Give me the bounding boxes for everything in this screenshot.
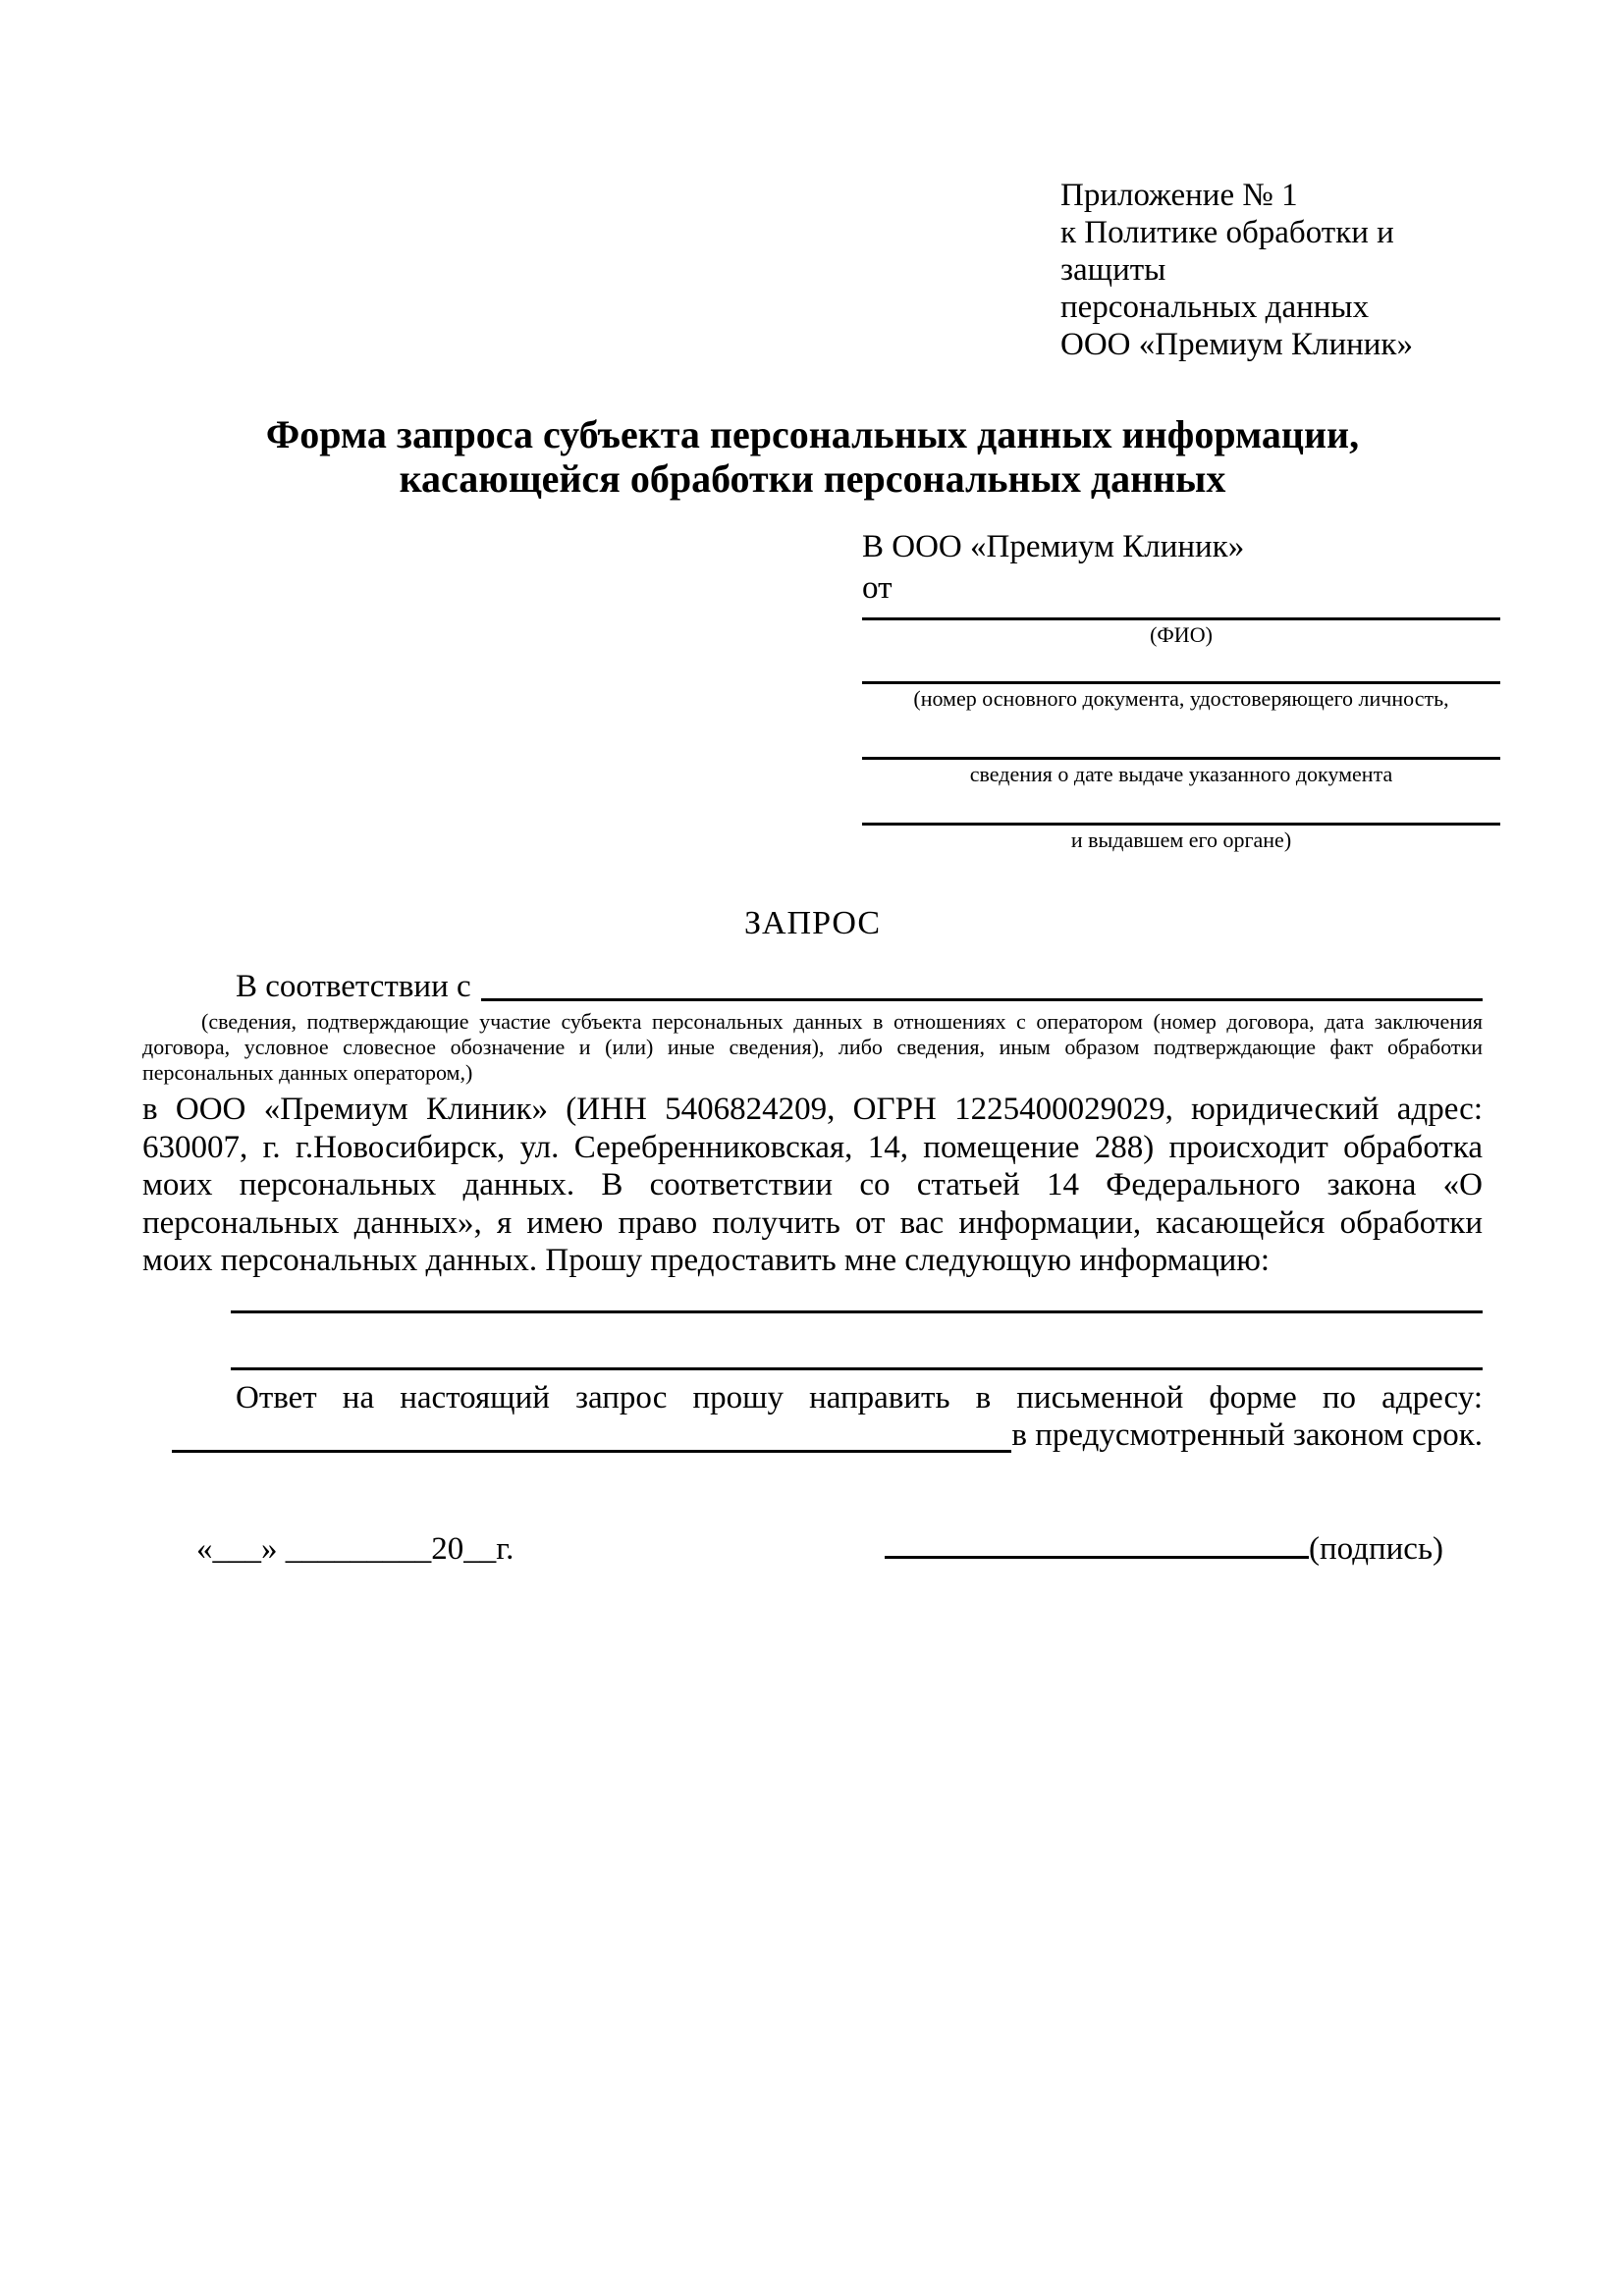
body-paragraph: в ООО «Премиум Клиник» (ИНН 5406824209, ОГРН 1225400029029, юридический адрес: 630007, г. г.Новосибирск, ул. Серебренниковская, 14, помещение 288) происходит обработка моих персональных данных. В соответствии со статьей 14 Федерального закона «О персональных данных», я имею право получить от вас информации, касающейся обработки моих персональных данных. Прошу предоставить мне следующую информацию: <box>142 1092 1483 1278</box>
appendix-note <box>1060 177 1483 363</box>
field-caption-fio: (ФИО) <box>1150 622 1213 647</box>
date-line: «___» _________20__г. <box>196 1530 514 1567</box>
form-title-line-1: Форма запроса субъекта персональных данных информации, <box>265 412 1360 456</box>
footer-row <box>142 1529 1483 1569</box>
form-title <box>204 412 1422 501</box>
blank-answer-line-1 <box>231 1310 1483 1313</box>
reply-tail-text: в предусмотренный законом срок. <box>1011 1416 1483 1453</box>
appendix-note-line-1: Приложение № 1 <box>1060 178 1298 213</box>
appendix-note-line-4: ООО «Премиум Клиник» <box>1060 327 1413 362</box>
field-caption-issue-date: сведения о дате выдаче указанного документа <box>969 762 1393 786</box>
reply-address-row <box>172 1417 1483 1453</box>
blank-field-address <box>172 1426 1011 1453</box>
intro-indent <box>142 967 236 1006</box>
recipient-block <box>862 526 1500 853</box>
footnote-text: (сведения, подтверждающие участие субъекта персональных данных в отношениях с оператором (номер договора, дата заключения договора, условное словесное обозначение и (или) иные сведения), либо сведения, иным образом подтверждающие факт обработки персональных данных оператором,) <box>142 1009 1483 1085</box>
signature-group <box>885 1529 1443 1569</box>
recipient-to: В ООО «Премиум Клиник» <box>862 529 1245 564</box>
form-title-line-2: касающейся обработки персональных данных <box>399 456 1226 501</box>
appendix-note-line-3: персональных данных <box>1060 290 1370 325</box>
intro-row <box>142 967 1483 1006</box>
blank-answer-line-2 <box>231 1367 1483 1370</box>
field-caption-issuing-authority: и выдавшем его органе) <box>1070 828 1292 852</box>
signature-caption: (подпись) <box>1309 1530 1443 1567</box>
reply-paragraph: Ответ на настоящий запрос прошу направить в письменной форме по адресу: <box>236 1379 1483 1415</box>
recipient-from: от <box>862 570 893 606</box>
field-caption-document-number: (номер основного документа, удостоверяющего личность, <box>913 686 1449 711</box>
blank-field-signature <box>885 1530 1309 1559</box>
intro-text: В соответствии с <box>236 969 471 1004</box>
request-heading: ЗАПРОС <box>743 905 882 941</box>
blank-field-basis <box>481 967 1483 1001</box>
appendix-note-line-2: к Политике обработки и защиты <box>1060 215 1394 288</box>
